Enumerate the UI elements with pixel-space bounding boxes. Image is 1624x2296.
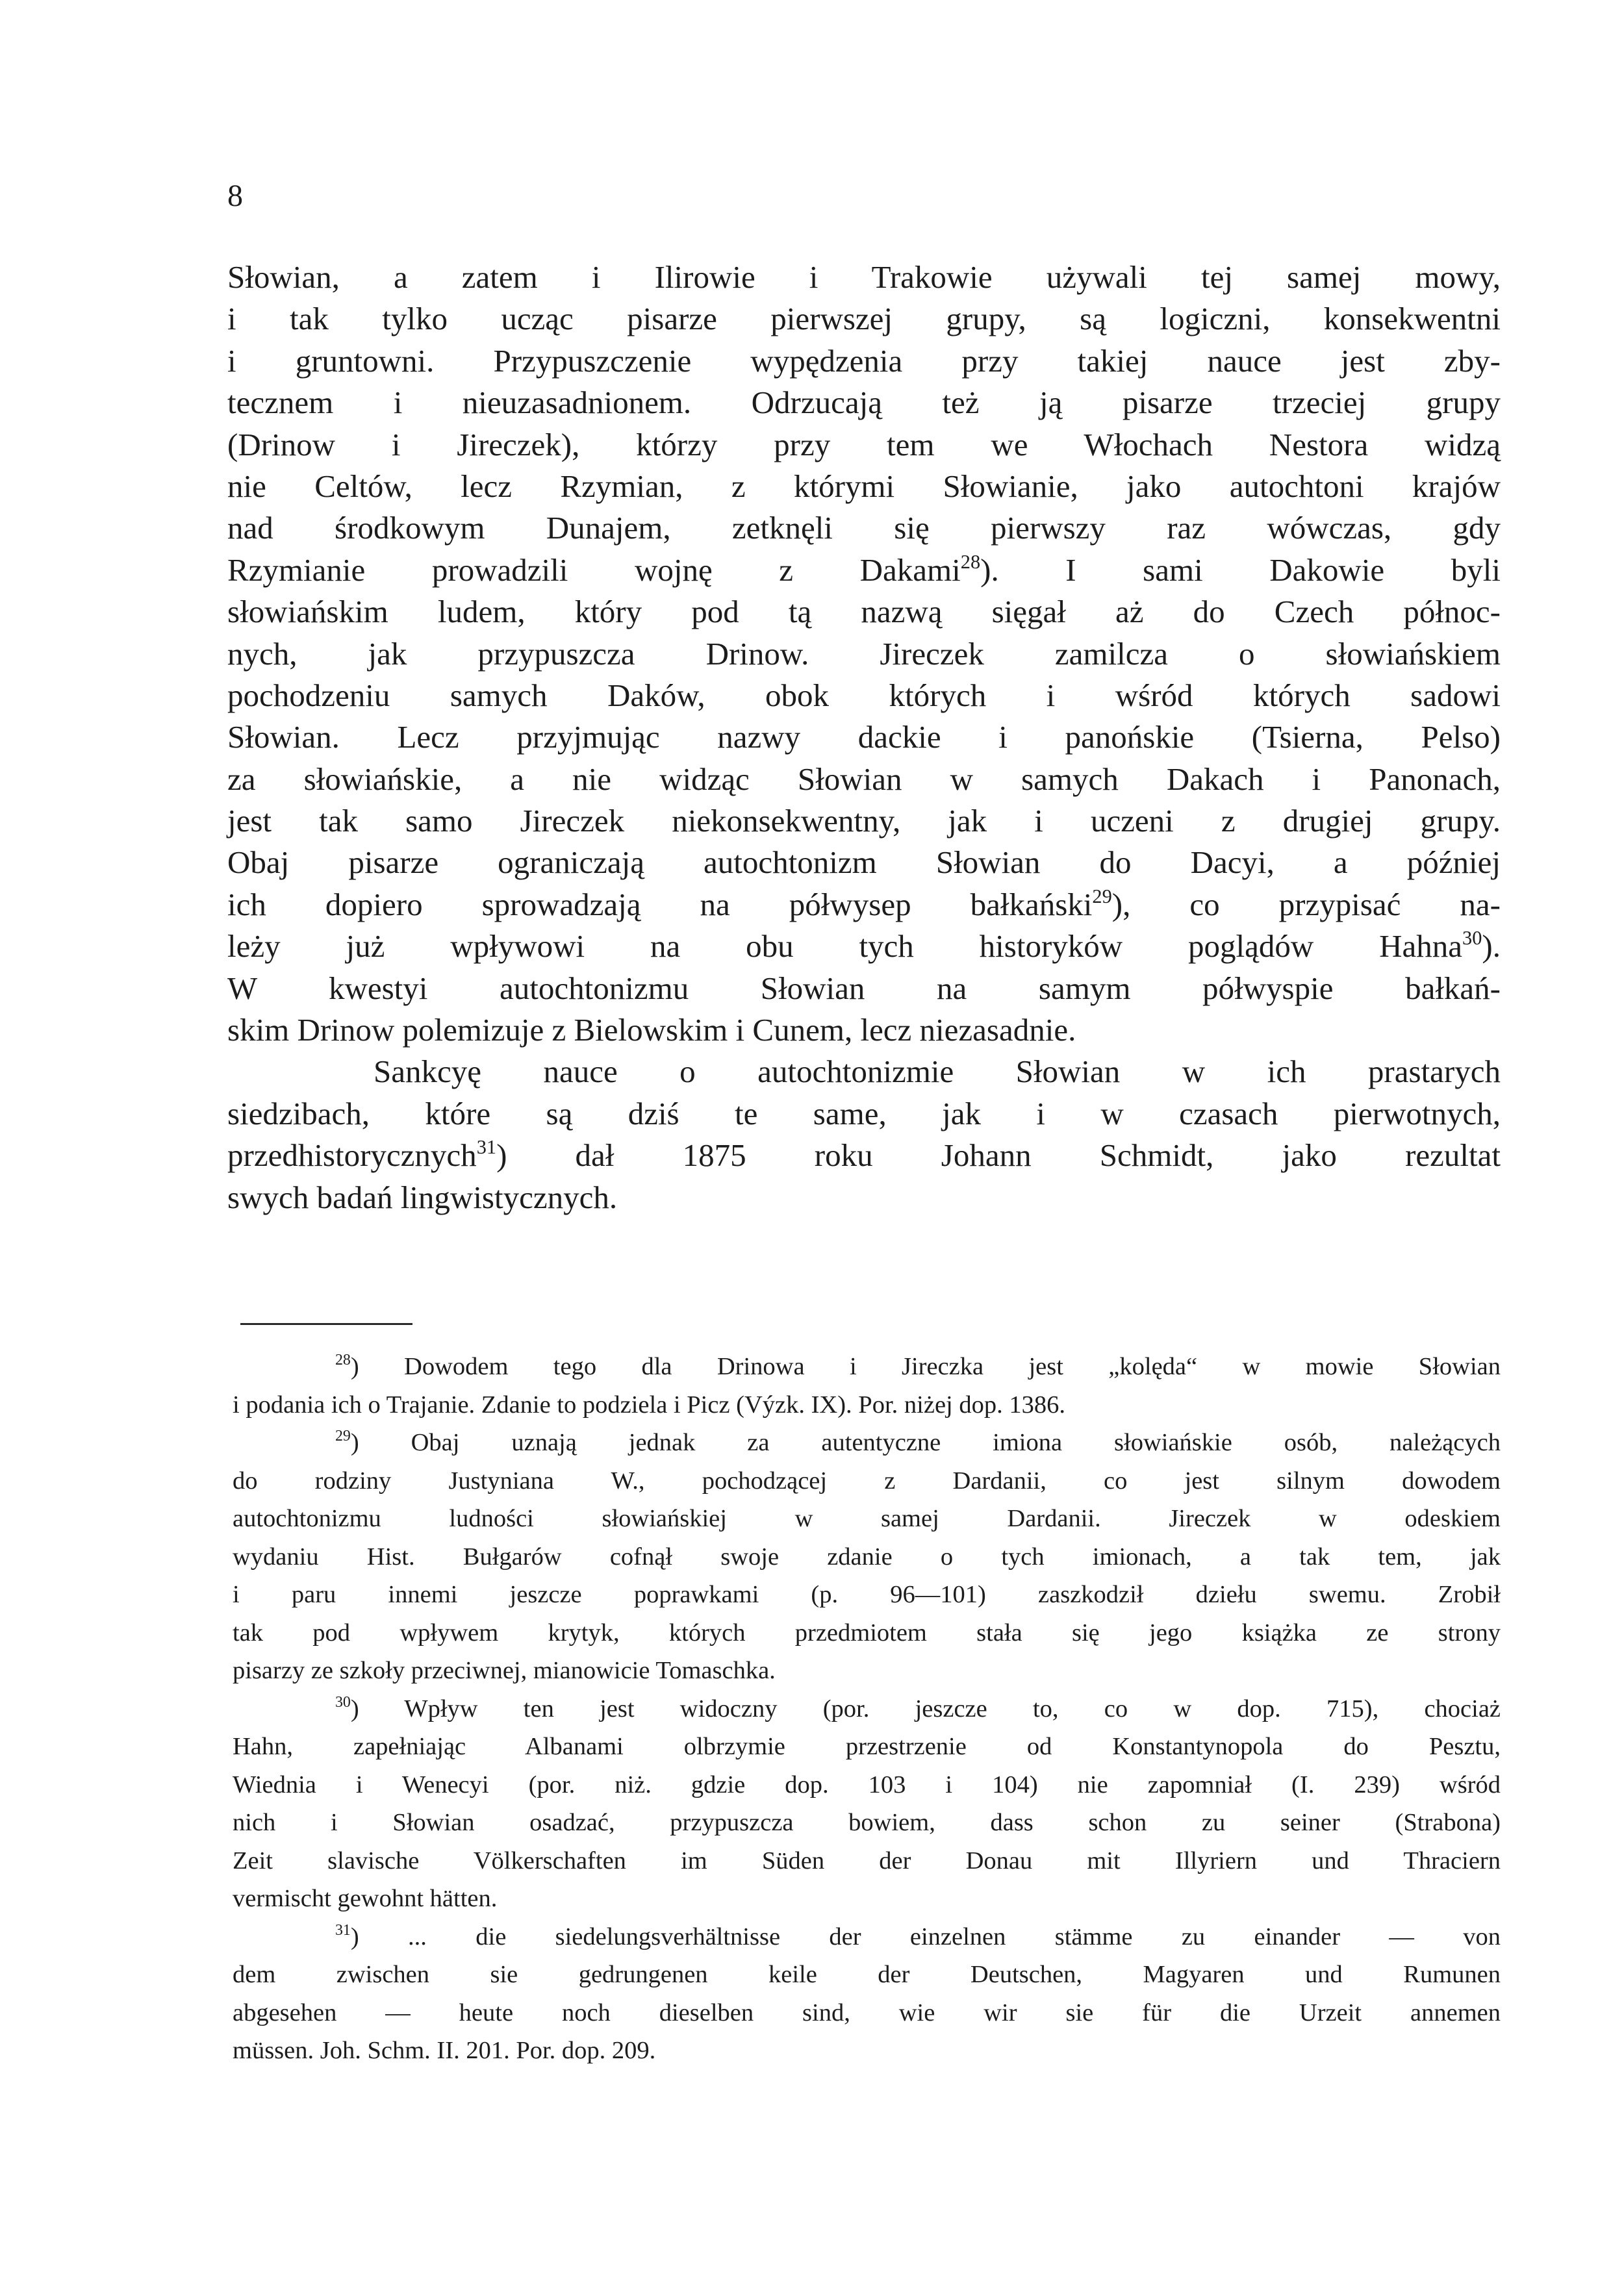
line-text: Hahn, zapełniając Albanami olbrzymie przestrzenie od Konstantynopola do Pesztu, xyxy=(233,1733,1501,1760)
line-text: i tak tylko ucząc pisarze pierwszej grupy, są logiczni, konsekwentni xyxy=(227,301,1501,337)
footnote-line xyxy=(233,1386,1501,1424)
footnote-line xyxy=(233,1728,1501,1766)
text-line xyxy=(227,633,1501,675)
footnote-line xyxy=(233,1576,1501,1614)
line-text: ich dopiero sprowadzają na półwysep bałkański xyxy=(227,886,1093,922)
text-line xyxy=(227,716,1501,758)
footnote-line xyxy=(233,1614,1501,1652)
line-text: Sankcyę nauce o autochtonizmie Słowian w ich prastarych xyxy=(374,1053,1501,1090)
text-line xyxy=(227,1009,1501,1051)
line-text: i paru innemi jeszcze poprawkami (p. 96—101) zaszkodził dziełu swemu. Zrobił xyxy=(233,1581,1501,1608)
line-text: nich i Słowian osadzać, przypuszcza bowiem, dass schon zu seiner (Strabona) xyxy=(233,1809,1501,1836)
line-text: ). I sami Dakowie byli xyxy=(980,551,1501,588)
line-text: vermischt gewohnt hätten. xyxy=(233,1885,498,1912)
line-text: nad środkowym Dunajem, zetknęli się pierwszy raz wówczas, gdy xyxy=(227,510,1501,546)
line-text: ) ... die siedelungsverhältnisse der einzelnen stämme zu einander — von xyxy=(350,1923,1501,1950)
line-text: nych, jak przypuszcza Drinow. Jireczek zamilcza o słowiańskiem xyxy=(227,635,1501,672)
line-text: W kwestyi autochtonizmu Słowian na samym półwyspie bałkań- xyxy=(227,970,1501,1006)
line-text: ) Dowodem tego dla Drinowa i Jireczka jest „kolęda“ w mowie Słowian xyxy=(350,1353,1501,1380)
line-text: skim Drinow polemizuje z Bielowskim i Cunem, lecz niezasadnie. xyxy=(227,1012,1076,1048)
line-text: pochodzeniu samych Daków, obok których i wśród których sadowi xyxy=(227,677,1501,713)
footnote-marker: 29 xyxy=(335,1428,351,1445)
footnote-marker: 31 xyxy=(476,1136,497,1159)
line-text: ) dał 1875 roku Johann Schmidt, jako rezultat xyxy=(496,1137,1501,1174)
footnote-marker: 31 xyxy=(335,1921,351,1939)
line-text: za słowiańskie, a nie widząc Słowian w samych Dakach i Panonach, xyxy=(227,761,1501,797)
text-line xyxy=(227,968,1501,1009)
text-line xyxy=(227,800,1501,842)
text-line xyxy=(227,424,1501,466)
footnote-line xyxy=(233,2032,1501,2070)
footnote-line xyxy=(233,1348,1501,1386)
footnote-line xyxy=(233,1994,1501,2032)
line-text: Rzymianie prowadzili wojnę z Dakami xyxy=(227,551,961,588)
footnote-line xyxy=(233,1462,1501,1500)
footnote-line xyxy=(233,1424,1501,1462)
line-text: Wiednia i Wenecyi (por. niż. gdzie dop. 103 i 104) nie zapomniał (I. 239) wśród xyxy=(233,1771,1501,1798)
footnote-marker: 29 xyxy=(1092,885,1112,908)
footnote-marker: 28 xyxy=(335,1352,351,1369)
line-text: dem zwischen sie gedrungenen keile der Deutschen, Magyaren und Rumunen xyxy=(233,1961,1501,1988)
footnote-line xyxy=(233,1880,1501,1918)
line-text: ). xyxy=(1482,928,1501,965)
line-text: (Drinow i Jireczek), którzy przy tem we Włochach Nestora widzą xyxy=(227,426,1501,462)
line-text: pisarzy ze szkoły przeciwnej, mianowicie Tomaschka. xyxy=(233,1657,776,1684)
footnote-line xyxy=(233,1766,1501,1804)
footnote-line xyxy=(233,1804,1501,1842)
line-text: i gruntowni. Przypuszczenie wypędzenia przy takiej nauce jest zby- xyxy=(227,342,1501,379)
footnote-line xyxy=(233,1842,1501,1880)
text-line xyxy=(227,382,1501,423)
text-line xyxy=(227,1135,1501,1176)
main-text xyxy=(227,257,1501,1218)
footnote-line xyxy=(233,1690,1501,1728)
text-line xyxy=(227,257,1501,298)
line-text: nie Celtów, lecz Rzymian, z którymi Słowianie, jako autochtoni krajów xyxy=(227,468,1501,504)
line-text: swych badań lingwistycznych. xyxy=(227,1179,618,1215)
line-text: jest tak samo Jireczek niekonsekwentny, jak i uczeni z drugiej grupy. xyxy=(227,803,1501,839)
text-line xyxy=(227,1177,1501,1218)
text-line xyxy=(227,507,1501,549)
footnote-line xyxy=(233,1918,1501,1956)
line-text: ), co przypisać na- xyxy=(1111,886,1501,922)
footnote-marker: 30 xyxy=(335,1693,351,1711)
line-text: przedhistorycznych xyxy=(227,1137,477,1174)
line-text: Obaj pisarze ograniczają autochtonizm Słowian do Dacyi, a później xyxy=(227,844,1501,881)
line-text: siedzibach, które są dziś te same, jak i w czasach pierwotnych, xyxy=(227,1095,1501,1131)
page-number: 8 xyxy=(227,179,243,213)
footnote-line xyxy=(233,1652,1501,1690)
line-text: Słowian. Lecz przyjmując nazwy dackie i panońskie (Tsierna, Pelso) xyxy=(227,719,1501,755)
text-line xyxy=(227,340,1501,382)
line-text: słowiańskim ludem, który pod tą nazwą sięgał aż do Czech północ- xyxy=(227,594,1501,630)
footnotes xyxy=(233,1348,1501,2070)
footnote-line xyxy=(233,1538,1501,1576)
footnote-marker: 28 xyxy=(960,550,981,573)
text-line xyxy=(227,842,1501,883)
text-line xyxy=(227,1051,1501,1092)
footnote-separator xyxy=(240,1323,412,1325)
line-text: Zeit slavische Völkerschaften im Süden der Donau mit Illyriern und Thraciern xyxy=(233,1847,1501,1874)
text-line xyxy=(227,926,1501,967)
line-text: ) Wpływ ten jest widoczny (por. jeszcze to, co w dop. 715), chociaż xyxy=(350,1695,1501,1722)
footnote-line xyxy=(233,1956,1501,1994)
footnote-marker: 30 xyxy=(1462,927,1482,950)
text-line xyxy=(227,759,1501,800)
text-line xyxy=(227,466,1501,507)
text-line xyxy=(227,675,1501,716)
line-text: i podania ich o Trajanie. Zdanie to podziela i Picz (Výzk. IX). Por. niżej dop. 1386. xyxy=(233,1391,1065,1419)
text-line xyxy=(227,549,1501,591)
line-text: autochtonizmu ludności słowiańskiej w samej Dardanii. Jireczek w odeskiem xyxy=(233,1505,1501,1532)
line-text: wydaniu Hist. Bułgarów cofnął swoje zdanie o tych imionach, a tak tem, jak xyxy=(233,1543,1501,1571)
text-line xyxy=(227,1093,1501,1135)
footnote-line xyxy=(233,1500,1501,1538)
line-text: do rodziny Justyniana W., pochodzącej z Dardanii, co jest silnym dowodem xyxy=(233,1467,1501,1495)
line-text: tecznem i nieuzasadnionem. Odrzucają też ją pisarze trzeciej grupy xyxy=(227,385,1501,421)
text-line xyxy=(227,591,1501,633)
line-text: ) Obaj uznają jednak za autentyczne imiona słowiańskie osób, należących xyxy=(350,1429,1501,1456)
line-text: leży już wpływowi na obu tych historyków poglądów Hahna xyxy=(227,928,1463,965)
line-text: müssen. Joh. Schm. II. 201. Por. dop. 209. xyxy=(233,2037,656,2064)
line-text: Słowian, a zatem i Ilirowie i Trakowie używali tej samej mowy, xyxy=(227,259,1501,295)
text-line xyxy=(227,298,1501,340)
line-text: abgesehen — heute noch dieselben sind, wie wir sie für die Urzeit annemen xyxy=(233,1999,1501,2026)
line-text: tak pod wpływem krytyk, których przedmiotem stała się jego książka ze strony xyxy=(233,1619,1501,1646)
text-line xyxy=(227,884,1501,926)
